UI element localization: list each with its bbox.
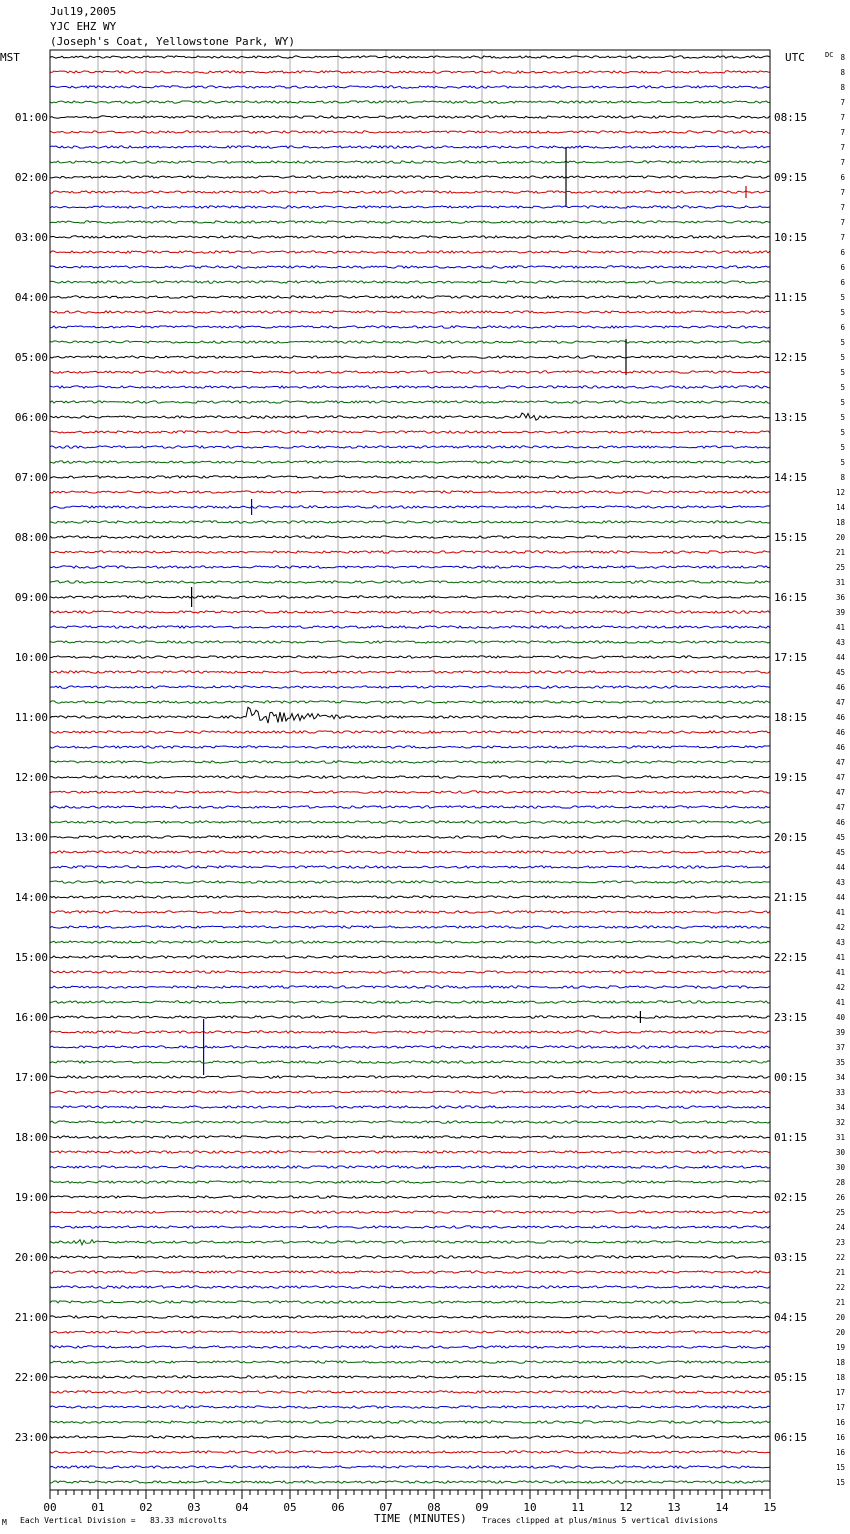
dc-value: 43 bbox=[835, 638, 845, 647]
dc-value: 45 bbox=[835, 848, 845, 857]
trace-row bbox=[50, 116, 770, 118]
dc-value: 15 bbox=[835, 1478, 845, 1487]
dc-value: 6 bbox=[840, 173, 845, 182]
dc-value: 43 bbox=[835, 878, 845, 887]
dc-value: 8 bbox=[840, 53, 845, 62]
dc-value: 47 bbox=[835, 773, 845, 782]
trace-row bbox=[50, 866, 770, 868]
trace-row bbox=[50, 596, 770, 598]
dc-value: 7 bbox=[840, 98, 845, 107]
dc-value: 16 bbox=[835, 1418, 845, 1427]
trace-row bbox=[50, 1466, 770, 1468]
trace-row bbox=[50, 521, 770, 523]
dc-value: 5 bbox=[840, 383, 845, 392]
trace-row bbox=[50, 1016, 770, 1018]
trace-row bbox=[50, 176, 770, 178]
mst-zone-label: MST bbox=[0, 51, 20, 64]
mst-hour-label: 14:00 bbox=[14, 891, 48, 904]
trace-row bbox=[50, 1481, 770, 1483]
dc-value: 42 bbox=[835, 923, 845, 932]
mst-hour-label: 06:00 bbox=[14, 411, 48, 424]
x-tick-label: 12 bbox=[619, 1501, 633, 1514]
mst-hour-label: 01:00 bbox=[14, 111, 48, 124]
dc-value: 5 bbox=[840, 428, 845, 437]
x-tick-label: 14 bbox=[715, 1501, 729, 1514]
trace-row bbox=[50, 161, 770, 163]
x-tick-label: 11 bbox=[571, 1501, 585, 1514]
trace-row bbox=[50, 1211, 770, 1213]
dc-value: 5 bbox=[840, 458, 845, 467]
dc-value: 33 bbox=[835, 1088, 845, 1097]
x-tick-label: 10 bbox=[523, 1501, 537, 1514]
dc-value: 8 bbox=[840, 68, 845, 77]
trace-row bbox=[50, 341, 770, 343]
trace-row bbox=[50, 1076, 770, 1078]
x-tick-label: 05 bbox=[283, 1501, 297, 1514]
station-label: YJC EHZ WY bbox=[50, 20, 117, 33]
dc-value: 6 bbox=[840, 263, 845, 272]
dc-value: 46 bbox=[835, 743, 845, 752]
dc-value: 5 bbox=[840, 443, 845, 452]
trace-row bbox=[50, 446, 770, 448]
dc-value: 17 bbox=[835, 1403, 845, 1412]
utc-hour-label: 22:15 bbox=[774, 951, 808, 964]
utc-hour-label: 23:15 bbox=[774, 1011, 808, 1024]
dc-value: 18 bbox=[835, 1358, 845, 1367]
trace-row bbox=[50, 536, 770, 538]
trace-row bbox=[50, 431, 770, 433]
dc-value: 44 bbox=[835, 893, 845, 902]
trace-row bbox=[50, 776, 770, 778]
trace-row bbox=[50, 1151, 770, 1153]
trace-row bbox=[50, 356, 770, 358]
mst-hour-label: 07:00 bbox=[14, 471, 48, 484]
trace-row bbox=[50, 881, 770, 883]
trace-row bbox=[50, 131, 770, 133]
utc-hour-label: 18:15 bbox=[774, 711, 808, 724]
utc-hour-label: 09:15 bbox=[774, 171, 808, 184]
trace-row bbox=[50, 1391, 770, 1393]
trace-row bbox=[50, 1046, 770, 1048]
trace-row bbox=[50, 1421, 770, 1423]
dc-value: 44 bbox=[835, 653, 845, 662]
utc-hour-label: 13:15 bbox=[774, 411, 808, 424]
x-tick-label: 02 bbox=[139, 1501, 153, 1514]
trace-row bbox=[50, 746, 770, 748]
dc-value: 7 bbox=[840, 113, 845, 122]
trace-row bbox=[50, 146, 770, 148]
dc-value: 16 bbox=[835, 1433, 845, 1442]
trace-row bbox=[50, 1166, 770, 1168]
dc-value: 39 bbox=[835, 608, 845, 617]
dc-value: 12 bbox=[835, 488, 845, 497]
dc-value: 45 bbox=[835, 833, 845, 842]
dc-value: 6 bbox=[840, 278, 845, 287]
trace-row bbox=[50, 686, 770, 688]
mst-hour-label: 13:00 bbox=[14, 831, 48, 844]
mst-hour-label: 05:00 bbox=[14, 351, 48, 364]
dc-value: 41 bbox=[835, 953, 845, 962]
trace-row bbox=[50, 326, 770, 328]
dc-value: 25 bbox=[835, 563, 845, 572]
trace-row bbox=[50, 1301, 770, 1303]
dc-value: 5 bbox=[840, 353, 845, 362]
mst-hour-label: 12:00 bbox=[14, 771, 48, 784]
mst-hour-label: 09:00 bbox=[14, 591, 48, 604]
axis-labels bbox=[0, 51, 845, 1514]
dc-value: 41 bbox=[835, 998, 845, 1007]
mst-hour-label: 10:00 bbox=[14, 651, 48, 664]
dc-value: 18 bbox=[835, 518, 845, 527]
dc-value: 34 bbox=[835, 1103, 845, 1112]
utc-hour-label: 21:15 bbox=[774, 891, 808, 904]
utc-hour-label: 01:15 bbox=[774, 1131, 808, 1144]
dc-value: 31 bbox=[835, 1133, 845, 1142]
trace-row bbox=[50, 581, 770, 583]
dc-value: 30 bbox=[835, 1163, 845, 1172]
mst-hour-label: 03:00 bbox=[14, 231, 48, 244]
dc-value: 43 bbox=[835, 938, 845, 947]
dc-value: 7 bbox=[840, 158, 845, 167]
dc-value: 47 bbox=[835, 698, 845, 707]
trace-row bbox=[50, 101, 770, 103]
trace-row bbox=[50, 941, 770, 943]
mst-hour-label: 19:00 bbox=[14, 1191, 48, 1204]
trace-row bbox=[50, 1451, 770, 1453]
x-tick-label: 08 bbox=[427, 1501, 441, 1514]
utc-hour-label: 16:15 bbox=[774, 591, 808, 604]
trace-row bbox=[50, 1256, 770, 1258]
trace-row bbox=[50, 191, 770, 193]
trace-row bbox=[50, 266, 770, 268]
utc-hour-label: 02:15 bbox=[774, 1191, 808, 1204]
dc-value: 7 bbox=[840, 203, 845, 212]
dc-value: 32 bbox=[835, 1118, 845, 1127]
trace-row bbox=[50, 386, 770, 388]
trace-row bbox=[50, 701, 770, 703]
dc-value: 46 bbox=[835, 818, 845, 827]
trace-row bbox=[50, 86, 770, 88]
mark-label: M bbox=[2, 1518, 7, 1527]
utc-hour-label: 20:15 bbox=[774, 831, 808, 844]
mst-hour-label: 22:00 bbox=[14, 1371, 48, 1384]
trace-row bbox=[50, 1091, 770, 1093]
trace-row bbox=[50, 731, 770, 733]
location-label: (Joseph's Coat, Yellowstone Park, WY) bbox=[50, 35, 296, 48]
trace-row bbox=[50, 1316, 770, 1318]
dc-value: 46 bbox=[835, 683, 845, 692]
dc-value: 46 bbox=[835, 713, 845, 722]
utc-hour-label: 19:15 bbox=[774, 771, 808, 784]
trace-row bbox=[50, 611, 770, 613]
dc-value: 21 bbox=[835, 548, 845, 557]
trace-row bbox=[50, 413, 770, 420]
x-tick-label: 03 bbox=[187, 1501, 201, 1514]
dc-value: 41 bbox=[835, 623, 845, 632]
trace-row bbox=[50, 1181, 770, 1183]
trace-row bbox=[50, 251, 770, 253]
dc-value: 39 bbox=[835, 1028, 845, 1037]
dc-value: 42 bbox=[835, 983, 845, 992]
dc-value: 8 bbox=[840, 83, 845, 92]
dc-value: 20 bbox=[835, 533, 845, 542]
mst-hour-label: 18:00 bbox=[14, 1131, 48, 1144]
trace-row bbox=[50, 221, 770, 223]
dc-value: 45 bbox=[835, 668, 845, 677]
trace-row bbox=[50, 926, 770, 928]
dc-value: 5 bbox=[840, 368, 845, 377]
mst-hour-label: 02:00 bbox=[14, 171, 48, 184]
dc-value: 20 bbox=[835, 1313, 845, 1322]
trace-row bbox=[50, 1226, 770, 1228]
trace-row bbox=[50, 1271, 770, 1273]
utc-hour-label: 04:15 bbox=[774, 1311, 808, 1324]
mst-hour-label: 17:00 bbox=[14, 1071, 48, 1084]
dc-value: 18 bbox=[835, 1373, 845, 1382]
dc-value: 20 bbox=[835, 1328, 845, 1337]
trace-row bbox=[50, 296, 770, 298]
trace-row bbox=[50, 626, 770, 628]
dc-value: 17 bbox=[835, 1388, 845, 1397]
dc-value: 22 bbox=[835, 1253, 845, 1262]
trace-row bbox=[50, 1286, 770, 1288]
mst-hour-label: 20:00 bbox=[14, 1251, 48, 1264]
trace-row bbox=[50, 506, 770, 508]
dc-value: 47 bbox=[835, 758, 845, 767]
trace-row bbox=[50, 491, 770, 493]
trace-row bbox=[50, 1240, 770, 1245]
dc-value: 40 bbox=[835, 1013, 845, 1022]
trace-row bbox=[50, 206, 770, 208]
trace-row bbox=[50, 1436, 770, 1438]
utc-hour-label: 15:15 bbox=[774, 531, 808, 544]
trace-row bbox=[50, 1136, 770, 1138]
dc-value: 5 bbox=[840, 293, 845, 302]
trace-rows bbox=[50, 56, 770, 1483]
dc-value: 41 bbox=[835, 908, 845, 917]
trace-row bbox=[50, 851, 770, 853]
dc-value: 8 bbox=[840, 473, 845, 482]
trace-row bbox=[50, 461, 770, 463]
dc-value: 5 bbox=[840, 338, 845, 347]
trace-row bbox=[50, 1376, 770, 1378]
dc-value: 5 bbox=[840, 308, 845, 317]
trace-row bbox=[50, 1346, 770, 1348]
dc-value: 37 bbox=[835, 1043, 845, 1052]
dc-value: 41 bbox=[835, 968, 845, 977]
dc-value: 26 bbox=[835, 1193, 845, 1202]
x-tick-label: 04 bbox=[235, 1501, 249, 1514]
date-label: Jul19,2005 bbox=[50, 5, 117, 18]
trace-row bbox=[50, 56, 770, 58]
trace-row bbox=[50, 791, 770, 793]
dc-value: 5 bbox=[840, 398, 845, 407]
trace-row bbox=[50, 836, 770, 838]
trace-row bbox=[50, 311, 770, 313]
x-tick-label: 01 bbox=[91, 1501, 105, 1514]
dc-value: 7 bbox=[840, 218, 845, 227]
dc-value: 30 bbox=[835, 1148, 845, 1157]
trace-row bbox=[50, 896, 770, 898]
x-tick-label: 07 bbox=[379, 1501, 393, 1514]
scale-note: Each Vertical Division = 83.33 microvolts bbox=[20, 1516, 228, 1525]
utc-hour-label: 06:15 bbox=[774, 1431, 808, 1444]
dc-value: 47 bbox=[835, 788, 845, 797]
dc-column-label: DC bbox=[825, 51, 834, 59]
trace-row bbox=[50, 956, 770, 958]
utc-hour-label: 00:15 bbox=[774, 1071, 808, 1084]
dc-value: 6 bbox=[840, 248, 845, 257]
trace-row bbox=[50, 236, 770, 238]
dc-value: 5 bbox=[840, 413, 845, 422]
utc-hour-label: 03:15 bbox=[774, 1251, 808, 1264]
mst-hour-label: 23:00 bbox=[14, 1431, 48, 1444]
dc-value: 36 bbox=[835, 593, 845, 602]
dc-value: 28 bbox=[835, 1178, 845, 1187]
dc-value: 31 bbox=[835, 578, 845, 587]
x-axis-title: TIME (MINUTES) bbox=[374, 1512, 467, 1525]
trace-row bbox=[50, 1121, 770, 1123]
dc-value: 35 bbox=[835, 1058, 845, 1067]
x-tick-label: 06 bbox=[331, 1501, 345, 1514]
trace-row bbox=[50, 71, 770, 73]
mst-hour-label: 15:00 bbox=[14, 951, 48, 964]
dc-value: 21 bbox=[835, 1268, 845, 1277]
x-tick-label: 00 bbox=[43, 1501, 57, 1514]
dc-value: 16 bbox=[835, 1448, 845, 1457]
dc-value: 7 bbox=[840, 233, 845, 242]
dc-value: 22 bbox=[835, 1283, 845, 1292]
dc-value: 21 bbox=[835, 1298, 845, 1307]
trace-row bbox=[50, 1196, 770, 1198]
dc-value: 23 bbox=[835, 1238, 845, 1247]
dc-value: 7 bbox=[840, 188, 845, 197]
mst-hour-label: 21:00 bbox=[14, 1311, 48, 1324]
trace-row bbox=[50, 566, 770, 568]
dc-value: 25 bbox=[835, 1208, 845, 1217]
trace-row bbox=[50, 656, 770, 658]
dc-value: 44 bbox=[835, 863, 845, 872]
trace-row bbox=[50, 281, 770, 283]
dc-value: 24 bbox=[835, 1223, 845, 1232]
trace-row bbox=[50, 1331, 770, 1333]
trace-row bbox=[50, 401, 770, 403]
trace-row bbox=[50, 1061, 770, 1063]
dc-value: 14 bbox=[835, 503, 845, 512]
trace-row bbox=[50, 821, 770, 823]
trace-row bbox=[50, 1361, 770, 1363]
x-tick-label: 15 bbox=[763, 1501, 777, 1514]
utc-hour-label: 17:15 bbox=[774, 651, 808, 664]
trace-row bbox=[50, 761, 770, 763]
dc-value: 6 bbox=[840, 323, 845, 332]
x-tick-label: 09 bbox=[475, 1501, 489, 1514]
utc-hour-label: 08:15 bbox=[774, 111, 808, 124]
utc-hour-label: 10:15 bbox=[774, 231, 808, 244]
trace-row bbox=[50, 1031, 770, 1033]
dc-value: 46 bbox=[835, 728, 845, 737]
dc-value: 15 bbox=[835, 1463, 845, 1472]
trace-row bbox=[50, 551, 770, 553]
mst-hour-label: 11:00 bbox=[14, 711, 48, 724]
utc-hour-label: 05:15 bbox=[774, 1371, 808, 1384]
dc-value: 34 bbox=[835, 1073, 845, 1082]
dc-value: 7 bbox=[840, 128, 845, 137]
dc-value: 47 bbox=[835, 803, 845, 812]
trace-row bbox=[50, 1001, 770, 1003]
trace-row bbox=[50, 476, 770, 478]
mst-hour-label: 16:00 bbox=[14, 1011, 48, 1024]
mst-hour-label: 04:00 bbox=[14, 291, 48, 304]
trace-row bbox=[50, 641, 770, 643]
x-tick-label: 13 bbox=[667, 1501, 681, 1514]
trace-row bbox=[50, 707, 770, 723]
trace-row bbox=[50, 1106, 770, 1108]
utc-hour-label: 11:15 bbox=[774, 291, 808, 304]
dc-value: 7 bbox=[840, 143, 845, 152]
trace-row bbox=[50, 671, 770, 673]
trace-row bbox=[50, 986, 770, 988]
trace-row bbox=[50, 1406, 770, 1408]
utc-hour-label: 14:15 bbox=[774, 471, 808, 484]
utc-hour-label: 12:15 bbox=[774, 351, 808, 364]
clip-note: Traces clipped at plus/minus 5 vertical divisions bbox=[482, 1516, 719, 1525]
trace-row bbox=[50, 371, 770, 373]
trace-row bbox=[50, 806, 770, 808]
trace-row bbox=[50, 911, 770, 913]
utc-zone-label: UTC bbox=[785, 51, 805, 64]
trace-row bbox=[50, 971, 770, 973]
dc-value: 19 bbox=[835, 1343, 845, 1352]
mst-hour-label: 08:00 bbox=[14, 531, 48, 544]
